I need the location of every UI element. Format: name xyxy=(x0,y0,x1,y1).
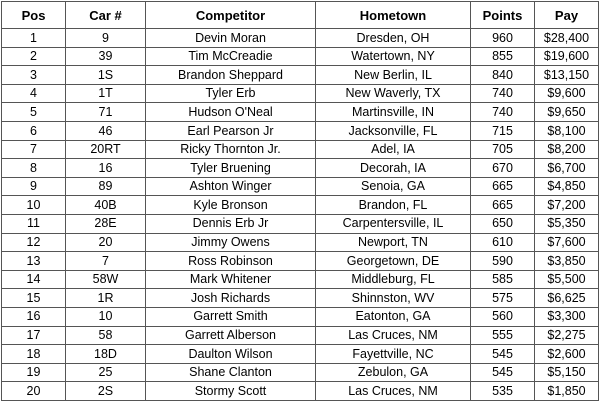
cell-pos: 10 xyxy=(2,196,66,215)
cell-points: 715 xyxy=(471,121,535,140)
table-row xyxy=(2,177,599,196)
cell-hometown: Zebulon, GA xyxy=(316,363,471,382)
table-row xyxy=(2,29,599,48)
cell-hometown: New Berlin, IL xyxy=(316,66,471,85)
table-row xyxy=(2,196,599,215)
cell-hometown: Shinnston, WV xyxy=(316,289,471,308)
cell-hometown: Senoia, GA xyxy=(316,177,471,196)
cell-pos: 19 xyxy=(2,363,66,382)
cell-competitor: Ricky Thornton Jr. xyxy=(146,140,316,159)
cell-points: 650 xyxy=(471,214,535,233)
header-pay: Pay xyxy=(535,2,599,29)
cell-pos: 12 xyxy=(2,233,66,252)
cell-hometown: Martinsville, IN xyxy=(316,103,471,122)
table-row xyxy=(2,270,599,289)
cell-hometown: Las Cruces, NM xyxy=(316,382,471,401)
cell-competitor: Stormy Scott xyxy=(146,382,316,401)
cell-points: 545 xyxy=(471,363,535,382)
cell-car-number: 9 xyxy=(66,29,146,48)
cell-points: 670 xyxy=(471,159,535,178)
cell-pay: $8,100 xyxy=(535,121,599,140)
cell-hometown: Las Cruces, NM xyxy=(316,326,471,345)
cell-car-number: 40B xyxy=(66,196,146,215)
cell-pay: $19,600 xyxy=(535,47,599,66)
cell-competitor: Earl Pearson Jr xyxy=(146,121,316,140)
cell-hometown: Georgetown, DE xyxy=(316,252,471,271)
cell-competitor: Kyle Bronson xyxy=(146,196,316,215)
cell-car-number: 1R xyxy=(66,289,146,308)
cell-pos: 9 xyxy=(2,177,66,196)
cell-competitor: Dennis Erb Jr xyxy=(146,214,316,233)
table-row xyxy=(2,289,599,308)
cell-car-number: 46 xyxy=(66,121,146,140)
header-hometown: Hometown xyxy=(316,2,471,29)
cell-pay: $3,850 xyxy=(535,252,599,271)
cell-pay: $2,600 xyxy=(535,345,599,364)
table-row xyxy=(2,84,599,103)
cell-hometown: New Waverly, TX xyxy=(316,84,471,103)
cell-competitor: Brandon Sheppard xyxy=(146,66,316,85)
header-competitor: Competitor xyxy=(146,2,316,29)
cell-pay: $9,650 xyxy=(535,103,599,122)
cell-pay: $3,300 xyxy=(535,307,599,326)
cell-car-number: 16 xyxy=(66,159,146,178)
cell-pay: $7,600 xyxy=(535,233,599,252)
cell-car-number: 7 xyxy=(66,252,146,271)
cell-pos: 2 xyxy=(2,47,66,66)
cell-competitor: Hudson O'Neal xyxy=(146,103,316,122)
cell-pos: 5 xyxy=(2,103,66,122)
cell-points: 740 xyxy=(471,84,535,103)
standings-table xyxy=(1,1,599,401)
cell-car-number: 2S xyxy=(66,382,146,401)
cell-hometown: Newport, TN xyxy=(316,233,471,252)
header-row xyxy=(2,2,599,29)
cell-pos: 6 xyxy=(2,121,66,140)
cell-pay: $2,275 xyxy=(535,326,599,345)
cell-points: 665 xyxy=(471,196,535,215)
cell-pos: 16 xyxy=(2,307,66,326)
cell-competitor: Garrett Alberson xyxy=(146,326,316,345)
table-row xyxy=(2,66,599,85)
table-row xyxy=(2,382,599,401)
cell-car-number: 89 xyxy=(66,177,146,196)
cell-car-number: 58 xyxy=(66,326,146,345)
cell-points: 555 xyxy=(471,326,535,345)
cell-points: 545 xyxy=(471,345,535,364)
cell-car-number: 1T xyxy=(66,84,146,103)
cell-pos: 20 xyxy=(2,382,66,401)
cell-pay: $1,850 xyxy=(535,382,599,401)
cell-points: 590 xyxy=(471,252,535,271)
cell-competitor: Josh Richards xyxy=(146,289,316,308)
cell-car-number: 10 xyxy=(66,307,146,326)
cell-pay: $13,150 xyxy=(535,66,599,85)
cell-pos: 3 xyxy=(2,66,66,85)
cell-competitor: Tyler Erb xyxy=(146,84,316,103)
cell-points: 960 xyxy=(471,29,535,48)
cell-car-number: 20RT xyxy=(66,140,146,159)
cell-hometown: Dresden, OH xyxy=(316,29,471,48)
cell-pay: $5,500 xyxy=(535,270,599,289)
cell-pay: $9,600 xyxy=(535,84,599,103)
cell-pay: $6,700 xyxy=(535,159,599,178)
cell-pay: $28,400 xyxy=(535,29,599,48)
cell-competitor: Ross Robinson xyxy=(146,252,316,271)
cell-car-number: 28E xyxy=(66,214,146,233)
header-car-number: Car # xyxy=(66,2,146,29)
cell-car-number: 71 xyxy=(66,103,146,122)
cell-pos: 17 xyxy=(2,326,66,345)
cell-hometown: Middleburg, FL xyxy=(316,270,471,289)
header-pos: Pos xyxy=(2,2,66,29)
table-row xyxy=(2,140,599,159)
cell-pos: 15 xyxy=(2,289,66,308)
table-row xyxy=(2,252,599,271)
table-row xyxy=(2,214,599,233)
cell-hometown: Decorah, IA xyxy=(316,159,471,178)
cell-competitor: Ashton Winger xyxy=(146,177,316,196)
cell-pay: $4,850 xyxy=(535,177,599,196)
cell-points: 535 xyxy=(471,382,535,401)
cell-points: 705 xyxy=(471,140,535,159)
cell-points: 855 xyxy=(471,47,535,66)
cell-pos: 18 xyxy=(2,345,66,364)
cell-points: 665 xyxy=(471,177,535,196)
table-body xyxy=(2,29,599,401)
cell-car-number: 25 xyxy=(66,363,146,382)
cell-pos: 13 xyxy=(2,252,66,271)
cell-points: 610 xyxy=(471,233,535,252)
cell-competitor: Mark Whitener xyxy=(146,270,316,289)
table-row xyxy=(2,363,599,382)
table-row xyxy=(2,307,599,326)
cell-points: 740 xyxy=(471,103,535,122)
cell-pay: $7,200 xyxy=(535,196,599,215)
cell-car-number: 1S xyxy=(66,66,146,85)
cell-pos: 4 xyxy=(2,84,66,103)
cell-competitor: Garrett Smith xyxy=(146,307,316,326)
cell-hometown: Watertown, NY xyxy=(316,47,471,66)
cell-hometown: Adel, IA xyxy=(316,140,471,159)
cell-car-number: 20 xyxy=(66,233,146,252)
cell-car-number: 39 xyxy=(66,47,146,66)
cell-car-number: 58W xyxy=(66,270,146,289)
cell-hometown: Eatonton, GA xyxy=(316,307,471,326)
table-row xyxy=(2,326,599,345)
table-row xyxy=(2,121,599,140)
cell-car-number: 18D xyxy=(66,345,146,364)
cell-points: 560 xyxy=(471,307,535,326)
cell-pos: 1 xyxy=(2,29,66,48)
cell-competitor: Tim McCreadie xyxy=(146,47,316,66)
cell-pos: 11 xyxy=(2,214,66,233)
cell-pos: 14 xyxy=(2,270,66,289)
cell-pay: $5,150 xyxy=(535,363,599,382)
cell-pos: 7 xyxy=(2,140,66,159)
table-row xyxy=(2,103,599,122)
cell-competitor: Shane Clanton xyxy=(146,363,316,382)
cell-points: 840 xyxy=(471,66,535,85)
table-row xyxy=(2,159,599,178)
cell-points: 575 xyxy=(471,289,535,308)
cell-pay: $6,625 xyxy=(535,289,599,308)
table-row xyxy=(2,345,599,364)
cell-pay: $5,350 xyxy=(535,214,599,233)
cell-pos: 8 xyxy=(2,159,66,178)
cell-competitor: Devin Moran xyxy=(146,29,316,48)
cell-hometown: Carpentersville, IL xyxy=(316,214,471,233)
cell-pay: $8,200 xyxy=(535,140,599,159)
header-points: Points xyxy=(471,2,535,29)
cell-points: 585 xyxy=(471,270,535,289)
cell-competitor: Jimmy Owens xyxy=(146,233,316,252)
table-row xyxy=(2,233,599,252)
table-row xyxy=(2,47,599,66)
cell-competitor: Daulton Wilson xyxy=(146,345,316,364)
cell-competitor: Tyler Bruening xyxy=(146,159,316,178)
cell-hometown: Brandon, FL xyxy=(316,196,471,215)
cell-hometown: Fayettville, NC xyxy=(316,345,471,364)
cell-hometown: Jacksonville, FL xyxy=(316,121,471,140)
